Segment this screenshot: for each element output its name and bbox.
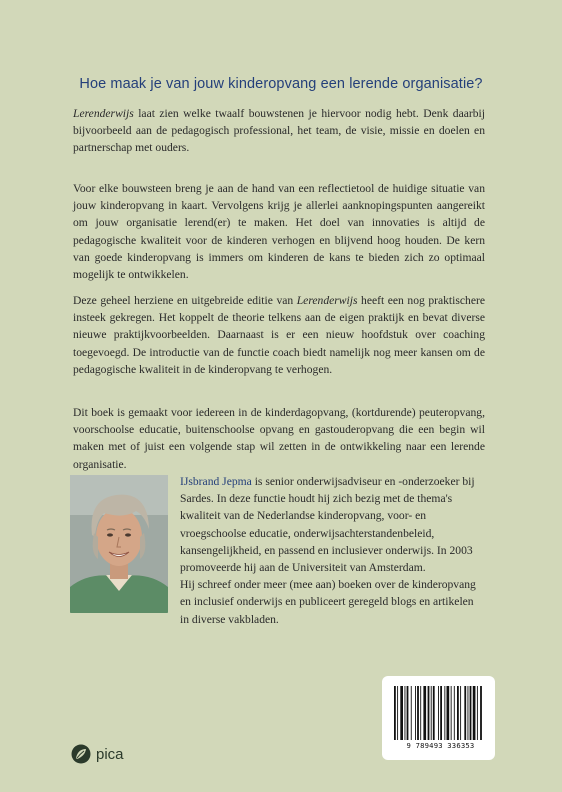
headline: Hoe maak je van jouw kinderopvang een lerende organisatie?	[79, 76, 483, 92]
isbn-barcode	[382, 676, 495, 760]
paragraph-reflection	[73, 180, 485, 283]
isbn-number: 9 789493 336353	[406, 741, 475, 750]
author-photo	[70, 475, 168, 613]
author-bio-text-2: Hij schreef onder meer (mee aan) boeken over de kinderopvang en inclusief onderwijs en publiceert geregeld blogs en artikelen in diverse vakbladen.	[180, 578, 476, 626]
paragraph-edition-after: heeft een nog praktischere insteek gekregen. Het koppelt de theorie telkens aan de eigen praktijk en bevat diverse nieuwe praktijkvoorbeelden. Daarnaast is er een nieuw hoofdstuk over coaching toegevoegd. De introductie van de functie coach biedt namelijk nog meer kansen om de pedagogische kwaliteit in de kinderopvang te verhogen.	[73, 294, 485, 376]
author-bio	[180, 473, 485, 628]
publisher-logo	[70, 742, 124, 766]
paragraph-intro-text: laat zien welke twaalf bouwstenen je hiervoor nodig hebt. Denk daarbij bijvoorbeeld aan de pedagogisch professional, het team, de visie, missie en doelen en partnerschap met ouders.	[73, 107, 485, 155]
paragraph-audience	[73, 404, 485, 473]
pica-leaf-icon	[70, 743, 92, 765]
paragraph-edition	[73, 292, 485, 378]
publisher-name: pica	[96, 745, 124, 763]
book-title-inline: Lerenderwijs	[73, 107, 134, 120]
paragraph-edition-before: Deze geheel herziene en uitgebreide editie van	[73, 294, 297, 307]
paragraph-audience-text: Dit boek is gemaakt voor iedereen in de kinderdagopvang, (kortdurende) peuteropvang, voorschoolse educatie, buitenschoolse opvang en gastouderopvang die een begin wil maken met of juist een volgende stap wil zetten in de ontwikkeling naar een lerende organisatie.	[73, 406, 485, 471]
paragraph-intro	[73, 105, 485, 157]
author-bio-text: is senior onderwijsadviseur en -onderzoeker bij Sardes. In deze functie houdt hij zich bezig met de thema's kwaliteit van de Nederlandse kinderopvang, voor- en vroegschoolse educatie, onderwijsachterstandenbeleid, kansengelijkheid, en passend en inclusiever onderwijs. In 2003 promoveerde hij aan de Universiteit van Amsterdam.	[180, 475, 475, 575]
paragraph-reflection-text: Voor elke bouwsteen breng je aan de hand van een reflectietool de huidige situatie van jouw kinderopvang in kaart. Vervolgens krijg je allerlei aanknopingspunten aangereikt om jouw organisatie lerend(er) te maken. Het doel van innovaties is altijd de pedagogische kwaliteit voor de kinderen verhogen en blijvend hoog houden. De kern van goede kinderopvang is immers om kinderen de kans te bieden zich zo optimaal mogelijk te ontwikkelen.	[73, 182, 485, 282]
book-title-inline: Lerenderwijs	[296, 294, 358, 307]
author-name: IJsbrand Jepma	[180, 475, 252, 488]
barcode-bars	[394, 686, 484, 740]
